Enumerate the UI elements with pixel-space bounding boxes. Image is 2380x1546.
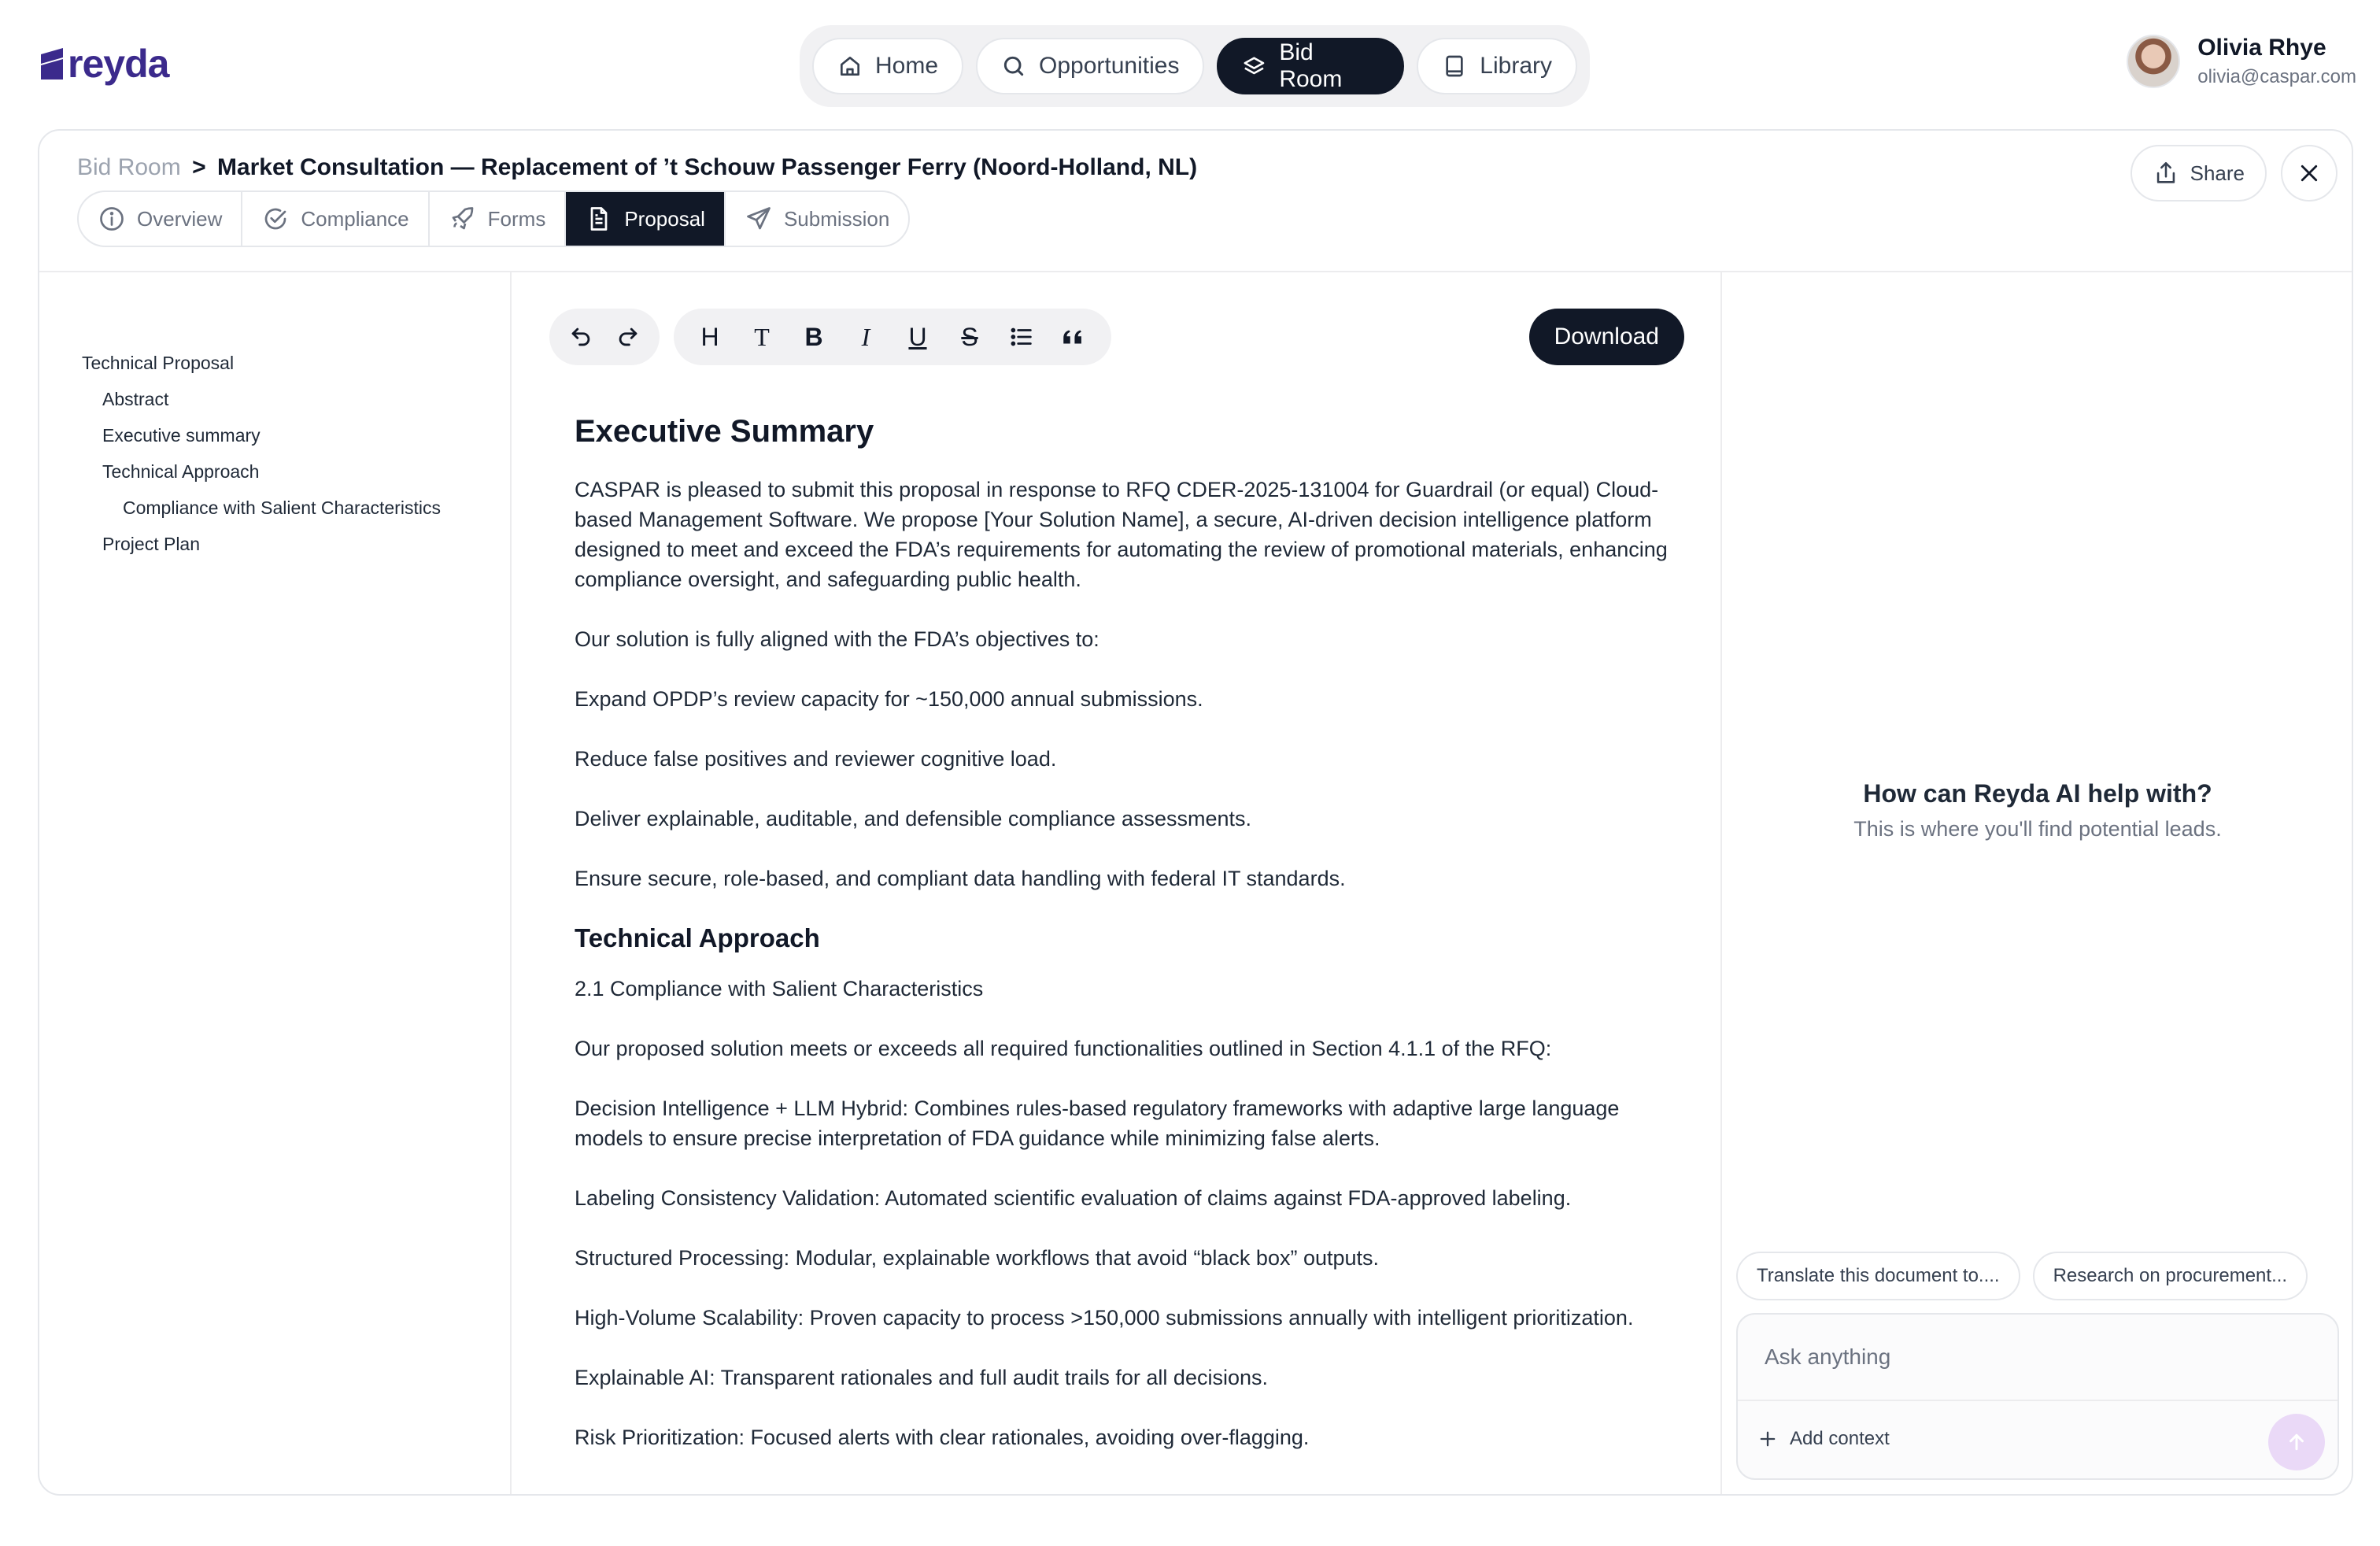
outline-item[interactable]: Compliance with Salient Characteristics (123, 497, 441, 518)
brand-logo[interactable] (41, 41, 168, 87)
underline-icon: U (908, 322, 927, 351)
ai-subheading: This is where you'll find potential leads. (1853, 817, 2222, 841)
paragraph: 2.1 Compliance with Salient Characteristics (575, 977, 984, 1000)
undo-button[interactable] (557, 313, 604, 361)
paragraph: Structured Processing: Modular, explainable workflows that avoid “black box” outputs. (575, 1246, 1380, 1270)
logo-mark-icon (41, 48, 63, 80)
bullet-list-icon (1008, 324, 1035, 350)
plus-icon (1757, 1428, 1779, 1450)
nav-bid-room-label: Bid Room (1279, 39, 1343, 92)
outline-item[interactable]: Technical Approach (102, 461, 260, 482)
nav-home-label: Home (875, 53, 939, 79)
send-icon (745, 205, 773, 233)
brand-name: reyda (68, 42, 169, 86)
text-icon: T (754, 322, 770, 351)
paragraph: Our proposed solution meets or exceeds all required functionalities outlined in Section 4.1.1 of the RFQ: (575, 1037, 1552, 1060)
paragraph: Reduce false positives and reviewer cognitive load. (575, 747, 1057, 771)
outline-item[interactable]: Executive summary (102, 425, 261, 446)
format-toolbar (674, 309, 1111, 365)
share-button[interactable] (2131, 145, 2267, 202)
close-icon (2297, 161, 2321, 185)
paragraph: CASPAR is pleased to submit this proposal in response to RFQ CDER-2025-131004 for Guardrail (or equal) Cloud-based Management Software. We propose [Your Solution Name], a secure, AI-driven decision intelligence platform designed to meet and exceed the FDA’s requirements for automating the review of promotional materials, enhancing compliance oversight, and safeguarding public health. (575, 478, 1668, 591)
tab-overview-label: Overview (137, 206, 223, 231)
paragraph: Risk Prioritization: Focused alerts with clear rationales, avoiding over-flagging. (575, 1426, 1310, 1449)
nav-opportunities[interactable] (976, 38, 1204, 94)
paragraph: Our solution is fully aligned with the FDA’s objectives to: (575, 627, 1099, 651)
breadcrumb-separator: > (192, 154, 206, 180)
add-context-label: Add context (1790, 1428, 1890, 1449)
tab-compliance[interactable] (242, 192, 429, 246)
rocket-icon (449, 205, 477, 233)
section-heading: Executive Summary (575, 414, 874, 449)
close-button[interactable] (2281, 145, 2338, 202)
redo-icon (615, 324, 641, 350)
outline-item[interactable]: Abstract (102, 389, 169, 409)
tab-overview[interactable] (79, 192, 242, 246)
bid-tabs (77, 190, 910, 247)
ai-composer (1736, 1313, 2339, 1480)
redo-button[interactable] (604, 313, 652, 361)
home-icon (837, 54, 863, 79)
arrow-up-icon (2285, 1430, 2308, 1454)
tab-compliance-label: Compliance (301, 206, 409, 231)
user-menu[interactable] (2127, 35, 2356, 88)
nav-library[interactable] (1417, 38, 1577, 94)
suggestion-chips (1736, 1252, 2308, 1300)
document-icon (585, 205, 613, 233)
document-outline (39, 272, 512, 1494)
heading-icon: H (700, 322, 719, 351)
bid-room-panel (38, 129, 2353, 1496)
breadcrumb (77, 154, 1197, 181)
tab-proposal[interactable] (566, 192, 726, 246)
heading-button[interactable] (686, 313, 734, 361)
nav-opportunities-label: Opportunities (1039, 53, 1180, 79)
send-button[interactable] (2268, 1414, 2325, 1470)
user-name: Olivia Rhye (2197, 35, 2326, 61)
tab-forms[interactable] (430, 192, 567, 246)
bold-icon: B (804, 322, 823, 351)
outline-item[interactable]: Project Plan (102, 534, 201, 554)
ai-heading: How can Reyda AI help with? (1863, 779, 2212, 808)
suggestion-chip-translate[interactable]: Translate this document to.... (1736, 1252, 2020, 1300)
italic-icon: I (861, 322, 870, 351)
bold-button[interactable] (790, 313, 837, 361)
suggestion-chip-research[interactable]: Research on procurement... (2033, 1252, 2308, 1300)
search-icon (1001, 54, 1026, 79)
underline-button[interactable] (894, 313, 941, 361)
undo-icon (567, 324, 594, 350)
outline-item[interactable]: Technical Proposal (82, 353, 235, 373)
tab-submission-label: Submission (783, 206, 890, 231)
info-icon (98, 205, 126, 233)
share-label: Share (2190, 161, 2245, 185)
ask-input[interactable] (1738, 1315, 2338, 1400)
avatar (2127, 35, 2180, 88)
share-icon (2153, 160, 2179, 187)
tab-submission[interactable] (726, 192, 908, 246)
paragraph: Decision Intelligence + LLM Hybrid: Combines rules-based regulatory frameworks with adaptive large language models to ensure precise interpretation of FDA guidance while minimizing false alerts. (575, 1097, 1620, 1150)
history-toolbar (549, 309, 660, 365)
composer-divider (1738, 1400, 2338, 1401)
layers-icon (1242, 54, 1266, 79)
section-heading: Technical Approach (575, 923, 820, 952)
quote-button[interactable] (1050, 313, 1097, 361)
strikethrough-icon: S (961, 322, 978, 351)
breadcrumb-current: Market Consultation — Replacement of ’t Schouw Passenger Ferry (Noord-Holland, NL) (216, 154, 1198, 180)
tab-forms-label: Forms (487, 206, 546, 231)
paragraph: High-Volume Scalability: Proven capacity to process >150,000 submissions annually with intelligent prioritization. (575, 1306, 1634, 1330)
paragraph: Explainable AI: Transparent rationales and full audit trails for all decisions. (575, 1366, 1268, 1389)
ai-assistant-panel (1724, 272, 2352, 1494)
quote-icon (1060, 324, 1087, 350)
strikethrough-button[interactable] (946, 313, 993, 361)
tab-proposal-label: Proposal (624, 206, 705, 231)
italic-button[interactable] (842, 313, 889, 361)
nav-library-label: Library (1480, 53, 1552, 79)
paragraph: Ensure secure, role-based, and compliant data handling with federal IT standards. (575, 867, 1346, 890)
paragraph: Deliver explainable, auditable, and defensible compliance assessments. (575, 807, 1252, 830)
add-context-button[interactable] (1752, 1418, 1894, 1459)
text-button[interactable] (738, 313, 785, 361)
paragraph: Expand OPDP’s review capacity for ~150,000 annual submissions. (575, 687, 1203, 711)
user-email: olivia@caspar.com (2197, 66, 2356, 87)
nav-bid-room[interactable] (1217, 38, 1404, 94)
proposal-document[interactable] (575, 398, 1676, 1482)
book-icon (1442, 54, 1467, 79)
bullet-list-button[interactable] (998, 313, 1045, 361)
breadcrumb-root[interactable]: Bid Room (77, 154, 181, 180)
proposal-editor (513, 272, 1722, 1494)
download-button[interactable]: Download (1529, 309, 1684, 365)
nav-home[interactable] (812, 38, 963, 94)
check-circle-icon (261, 205, 290, 233)
main-navigation (800, 25, 1590, 107)
paragraph: Labeling Consistency Validation: Automated scientific evaluation of claims against FDA-approved labeling. (575, 1186, 1572, 1210)
